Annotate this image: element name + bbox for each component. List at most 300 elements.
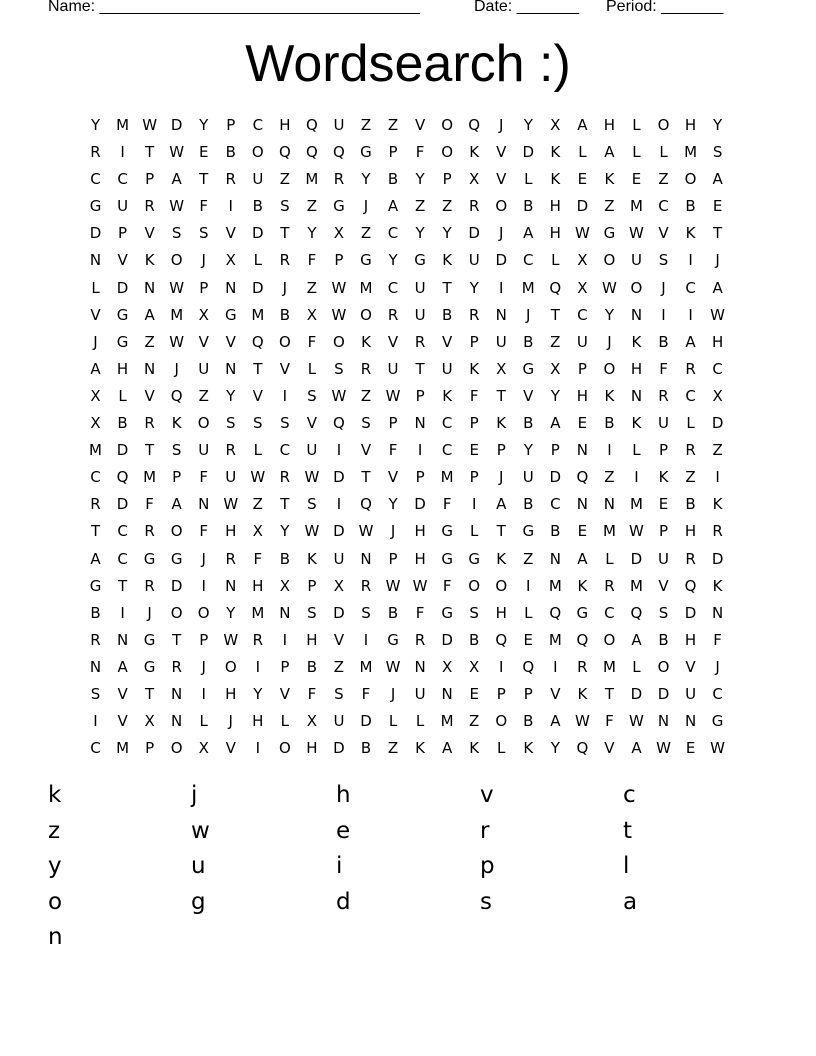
- grid-letter: Y: [280, 522, 290, 541]
- grid-letter: S: [307, 495, 317, 514]
- grid-letter: D: [116, 495, 129, 514]
- grid-letter: J: [174, 359, 179, 378]
- grid-row: [82, 329, 731, 356]
- grid-letter: U: [658, 414, 669, 433]
- grid-letter: W: [142, 116, 158, 134]
- grid-letter: S: [469, 603, 479, 622]
- grid-letter: U: [333, 549, 345, 568]
- grid-letter: P: [199, 278, 209, 297]
- grid-letter: M: [629, 197, 643, 216]
- grid-letter: Z: [658, 170, 669, 189]
- grid-letter: R: [414, 630, 426, 649]
- grid-letter: P: [388, 414, 398, 433]
- grid-letter: S: [334, 359, 344, 378]
- grid-letter: V: [604, 739, 615, 758]
- grid-letter: H: [225, 522, 237, 541]
- grid-letter: R: [225, 549, 236, 568]
- grid-row: [82, 654, 731, 681]
- grid-letter: A: [550, 414, 561, 433]
- grid-letter: Q: [522, 657, 535, 676]
- grid-letter: R: [468, 305, 480, 324]
- grid-letter: F: [307, 684, 317, 703]
- grid-letter: M: [684, 143, 698, 162]
- grid-letter: M: [440, 712, 454, 731]
- grid-letter: R: [577, 657, 588, 676]
- grid-letter: F: [253, 549, 263, 568]
- grid-letter: T: [496, 522, 506, 541]
- grid-letter: C: [685, 278, 696, 297]
- grid-letter: W: [169, 197, 185, 216]
- grid-letter: B: [658, 630, 669, 649]
- grid-letter: D: [116, 278, 129, 297]
- grid-letter: I: [471, 495, 477, 514]
- grid-letter: R: [685, 441, 696, 460]
- grid-letter: U: [414, 278, 426, 297]
- grid-letter: U: [576, 332, 588, 351]
- grid-letter: Y: [199, 116, 209, 134]
- grid-letter: D: [116, 441, 129, 460]
- grid-letter: Y: [388, 251, 398, 270]
- grid-letter: F: [307, 332, 317, 351]
- grid-letter: V: [496, 143, 507, 162]
- grid-letter: V: [333, 630, 345, 649]
- grid-letter: G: [143, 549, 156, 568]
- grid-letter: E: [469, 441, 479, 460]
- grid-letter: C: [441, 414, 453, 433]
- grid-letter: R: [279, 251, 291, 270]
- grid-letter: I: [120, 143, 125, 162]
- grid-letter: G: [576, 603, 589, 622]
- grid-letter: S: [90, 684, 101, 703]
- grid-row: [82, 573, 731, 600]
- word-list-item: c: [623, 782, 636, 808]
- grid-letter: I: [661, 305, 666, 324]
- grid-letter: M: [359, 657, 373, 676]
- grid-letter: T: [713, 224, 723, 243]
- grid-letter: C: [117, 170, 128, 189]
- grid-letter: F: [145, 495, 154, 514]
- grid-row: [82, 735, 731, 762]
- grid-letter: K: [577, 684, 588, 703]
- grid-letter: L: [605, 549, 614, 568]
- grid-letter: P: [496, 684, 506, 703]
- grid-letter: P: [550, 441, 560, 460]
- grid-letter: L: [253, 251, 262, 270]
- grid-letter: C: [117, 549, 128, 568]
- grid-letter: C: [550, 495, 561, 514]
- grid-letter: N: [711, 603, 724, 622]
- grid-letter: D: [333, 468, 345, 487]
- grid-letter: M: [548, 630, 562, 649]
- grid-letter: B: [523, 197, 534, 216]
- grid-letter: Q: [251, 332, 264, 351]
- grid-letter: C: [658, 197, 669, 216]
- grid-letter: A: [117, 657, 128, 676]
- grid-letter: U: [387, 359, 399, 378]
- grid-letter: Q: [576, 739, 589, 758]
- grid-letter: W: [710, 739, 726, 758]
- grid-letter: W: [385, 657, 401, 676]
- grid-letter: T: [280, 224, 290, 243]
- grid-letter: E: [523, 630, 534, 649]
- grid-letter: J: [201, 251, 206, 270]
- grid-letter: V: [685, 657, 696, 676]
- grid-letter: W: [331, 278, 347, 297]
- grid-letter: A: [685, 332, 696, 351]
- grid-letter: K: [469, 359, 480, 378]
- grid-letter: Z: [144, 332, 155, 351]
- grid-letter: Q: [630, 603, 643, 622]
- grid-letter: V: [496, 170, 507, 189]
- grid-letter: K: [712, 495, 723, 514]
- grid-letter: V: [550, 684, 561, 703]
- grid-letter: U: [198, 359, 210, 378]
- grid-letter: D: [89, 224, 102, 243]
- grid-letter: B: [279, 305, 290, 324]
- grid-letter: A: [712, 170, 723, 189]
- grid-row: [82, 356, 731, 383]
- grid-letter: N: [171, 712, 183, 731]
- grid-letter: Y: [550, 739, 560, 758]
- grid-letter: N: [171, 684, 183, 703]
- grid-letter: P: [145, 739, 155, 758]
- grid-letter: V: [387, 332, 399, 351]
- grid-letter: L: [551, 251, 560, 270]
- grid-letter: J: [661, 278, 666, 297]
- grid-letter: J: [228, 712, 233, 731]
- grid-letter: N: [630, 386, 643, 405]
- grid-letter: M: [602, 522, 616, 541]
- grid-letter: S: [225, 414, 236, 433]
- grid-letter: M: [116, 116, 130, 134]
- grid-letter: K: [415, 739, 425, 758]
- grid-row: [82, 410, 731, 437]
- grid-letter: A: [577, 116, 588, 134]
- grid-letter: H: [630, 359, 643, 378]
- grid-letter: G: [603, 224, 616, 243]
- grid-letter: K: [604, 170, 615, 189]
- grid-letter: T: [199, 170, 209, 189]
- grid-letter: T: [90, 522, 101, 541]
- grid-letter: A: [442, 739, 453, 758]
- grid-letter: I: [255, 657, 261, 676]
- grid-letter: F: [442, 576, 452, 595]
- grid-letter: U: [685, 684, 697, 703]
- grid-letter: W: [250, 468, 266, 487]
- grid-letter: Z: [469, 712, 480, 731]
- grid-letter: J: [201, 549, 206, 568]
- grid-letter: N: [225, 576, 237, 595]
- grid-letter: Z: [252, 495, 263, 514]
- grid-letter: B: [685, 197, 696, 216]
- grid-letter: O: [603, 251, 616, 270]
- date-field-label: Date: _______: [474, 0, 579, 15]
- grid-letter: B: [523, 712, 534, 731]
- grid-letter: K: [306, 549, 317, 568]
- grid-letter: R: [333, 170, 345, 189]
- grid-letter: P: [334, 251, 344, 270]
- grid-letter: L: [632, 657, 641, 676]
- word-list-item: n: [48, 924, 63, 950]
- grid-letter: C: [117, 522, 128, 541]
- grid-letter: F: [469, 386, 479, 405]
- grid-letter: H: [252, 712, 264, 731]
- grid-letter: T: [145, 441, 155, 460]
- grid-letter: V: [279, 359, 290, 378]
- grid-letter: C: [712, 359, 723, 378]
- grid-letter: K: [631, 332, 642, 351]
- grid-letter: G: [143, 630, 156, 649]
- grid-letter: J: [715, 251, 720, 270]
- grid-letter: S: [307, 386, 317, 405]
- grid-letter: Y: [253, 684, 263, 703]
- grid-letter: W: [223, 630, 239, 649]
- grid-letter: H: [225, 684, 237, 703]
- grid-letter: F: [713, 630, 722, 649]
- grid-letter: S: [280, 414, 290, 433]
- grid-letter: X: [469, 657, 480, 676]
- grid-letter: L: [632, 116, 641, 134]
- grid-letter: V: [144, 386, 155, 405]
- grid-letter: X: [198, 305, 209, 324]
- grid-letter: M: [521, 278, 535, 297]
- grid-letter: H: [711, 332, 724, 351]
- grid-letter: Y: [442, 224, 452, 243]
- grid-letter: D: [495, 251, 507, 270]
- grid-letter: G: [116, 305, 129, 324]
- grid-letter: I: [93, 712, 98, 731]
- grid-letter: H: [495, 603, 507, 622]
- grid-letter: U: [468, 251, 480, 270]
- grid-letter: F: [361, 684, 371, 703]
- grid-row: [82, 193, 731, 220]
- grid-letter: G: [414, 251, 426, 270]
- grid-letter: O: [657, 657, 670, 676]
- grid-letter: M: [170, 305, 184, 324]
- grid-letter: G: [89, 197, 102, 216]
- grid-letter: O: [197, 603, 210, 622]
- word-list-item: j: [191, 782, 198, 808]
- grid-letter: W: [385, 386, 401, 405]
- grid-letter: Z: [685, 468, 696, 487]
- grid-letter: Z: [333, 657, 345, 676]
- word-list-item: z: [48, 817, 61, 844]
- grid-letter: D: [576, 197, 589, 216]
- grid-letter: F: [199, 197, 209, 216]
- grid-letter: T: [361, 468, 371, 487]
- grid-letter: P: [442, 170, 452, 189]
- grid-letter: A: [631, 630, 642, 649]
- grid-letter: P: [388, 549, 398, 568]
- grid-letter: R: [604, 576, 615, 595]
- grid-letter: J: [499, 224, 504, 243]
- grid-letter: R: [360, 576, 372, 595]
- grid-letter: C: [577, 305, 588, 324]
- grid-letter: U: [225, 468, 237, 487]
- grid-letter: Z: [414, 197, 426, 216]
- grid-letter: I: [228, 197, 233, 216]
- grid-row: [82, 302, 731, 329]
- grid-letter: P: [469, 332, 479, 351]
- grid-letter: P: [172, 468, 182, 487]
- grid-letter: O: [441, 116, 454, 134]
- grid-letter: G: [441, 522, 453, 541]
- grid-letter: V: [252, 386, 263, 405]
- grid-letter: S: [280, 197, 290, 216]
- grid-letter: X: [306, 712, 318, 731]
- grid-letter: Y: [604, 305, 614, 324]
- grid-letter: R: [90, 495, 101, 514]
- grid-letter: N: [198, 495, 210, 514]
- grid-letter: O: [224, 657, 237, 676]
- grid-letter: W: [412, 576, 428, 595]
- grid-letter: Z: [360, 116, 372, 134]
- grid-letter: Y: [226, 386, 236, 405]
- grid-letter: Z: [604, 197, 615, 216]
- grid-letter: G: [522, 359, 535, 378]
- grid-letter: O: [495, 197, 508, 216]
- grid-letter: Q: [495, 630, 508, 649]
- grid-letter: D: [333, 522, 345, 541]
- grid-letter: S: [307, 603, 317, 622]
- grid-letter: S: [658, 251, 669, 270]
- grid-letter: R: [90, 630, 101, 649]
- grid-letter: W: [304, 522, 320, 541]
- word-list-item: w: [191, 817, 210, 844]
- grid-letter: Y: [388, 495, 398, 514]
- grid-letter: H: [279, 116, 291, 134]
- grid-letter: L: [199, 712, 208, 731]
- grid-letter: I: [120, 603, 125, 622]
- grid-letter: T: [172, 630, 182, 649]
- grid-letter: X: [333, 576, 345, 595]
- grid-letter: K: [361, 332, 371, 351]
- grid-letter: N: [576, 441, 588, 460]
- grid-letter: F: [415, 143, 425, 162]
- grid-letter: V: [387, 468, 399, 487]
- grid-letter: A: [577, 549, 588, 568]
- grid-letter: D: [684, 603, 697, 622]
- grid-letter: B: [90, 603, 101, 622]
- grid-letter: R: [144, 576, 155, 595]
- grid-letter: P: [577, 359, 587, 378]
- grid-letter: M: [116, 739, 130, 758]
- grid-letter: V: [117, 712, 128, 731]
- grid-letter: L: [686, 414, 695, 433]
- grid-letter: Q: [116, 468, 129, 487]
- grid-letter: G: [224, 305, 237, 324]
- word-list-item: o: [48, 888, 63, 915]
- grid-letter: K: [550, 143, 561, 162]
- grid-letter: O: [468, 576, 481, 595]
- grid-letter: V: [117, 684, 128, 703]
- grid-letter: L: [659, 143, 668, 162]
- grid-letter: W: [629, 224, 644, 243]
- grid-row: [82, 437, 731, 464]
- grid-letter: N: [144, 278, 156, 297]
- grid-letter: P: [307, 576, 317, 595]
- grid-letter: U: [333, 712, 345, 731]
- grid-letter: W: [710, 305, 726, 324]
- grid-letter: V: [225, 332, 236, 351]
- grid-letter: P: [469, 468, 479, 487]
- grid-letter: V: [279, 684, 290, 703]
- grid-letter: P: [523, 684, 533, 703]
- grid-letter: I: [336, 495, 342, 514]
- grid-letter: T: [117, 576, 128, 595]
- grid-letter: N: [116, 630, 129, 649]
- grid-letter: O: [170, 522, 183, 541]
- word-list-item: h: [336, 782, 351, 808]
- grid-letter: F: [605, 712, 614, 731]
- grid-letter: V: [225, 224, 236, 243]
- grid-letter: K: [658, 468, 669, 487]
- grid-letter: Q: [549, 278, 562, 297]
- grid-letter: E: [631, 170, 642, 189]
- grid-letter: N: [603, 495, 616, 514]
- grid-letter: G: [116, 332, 129, 351]
- grid-letter: O: [495, 576, 508, 595]
- grid-letter: Z: [523, 549, 534, 568]
- grid-letter: P: [496, 441, 506, 460]
- grid-letter: O: [360, 305, 372, 324]
- grid-letter: B: [604, 414, 615, 433]
- grid-letter: N: [225, 278, 237, 297]
- grid-letter: B: [523, 414, 534, 433]
- grid-letter: S: [171, 224, 182, 243]
- grid-letter: T: [145, 684, 155, 703]
- word-list-item: l: [623, 853, 630, 879]
- word-list-item: i: [336, 853, 343, 879]
- grid-letter: X: [90, 386, 101, 405]
- grid-letter: U: [252, 170, 264, 189]
- grid-letter: G: [387, 630, 399, 649]
- grid-letter: Q: [468, 116, 481, 134]
- grid-letter: S: [334, 684, 344, 703]
- grid-letter: G: [468, 549, 480, 568]
- grid-letter: O: [495, 712, 508, 731]
- grid-letter: C: [252, 116, 264, 134]
- grid-letter: W: [331, 386, 347, 405]
- grid-letter: A: [523, 224, 534, 243]
- grid-letter: W: [223, 495, 239, 514]
- grid-letter: D: [170, 116, 183, 134]
- grid-letter: H: [549, 224, 561, 243]
- grid-letter: V: [658, 224, 669, 243]
- grid-letter: O: [333, 332, 345, 351]
- grid-letter: A: [90, 549, 101, 568]
- grid-letter: Y: [361, 170, 371, 189]
- grid-letter: U: [495, 332, 507, 351]
- grid-letter: E: [685, 739, 696, 758]
- grid-letter: B: [360, 739, 372, 758]
- grid-row: [82, 139, 731, 166]
- grid-letter: T: [280, 495, 290, 514]
- grid-letter: D: [333, 739, 345, 758]
- grid-letter: R: [144, 522, 155, 541]
- grid-letter: Y: [713, 116, 723, 134]
- grid-letter: J: [363, 197, 369, 216]
- grid-letter: F: [415, 603, 425, 622]
- grid-letter: W: [574, 712, 590, 731]
- grid-letter: M: [602, 657, 616, 676]
- grid-letter: W: [629, 712, 644, 731]
- grid-row: [82, 220, 731, 247]
- word-list-item: u: [191, 853, 206, 879]
- grid-letter: X: [577, 251, 588, 270]
- grid-letter: J: [390, 684, 396, 703]
- grid-letter: N: [549, 549, 561, 568]
